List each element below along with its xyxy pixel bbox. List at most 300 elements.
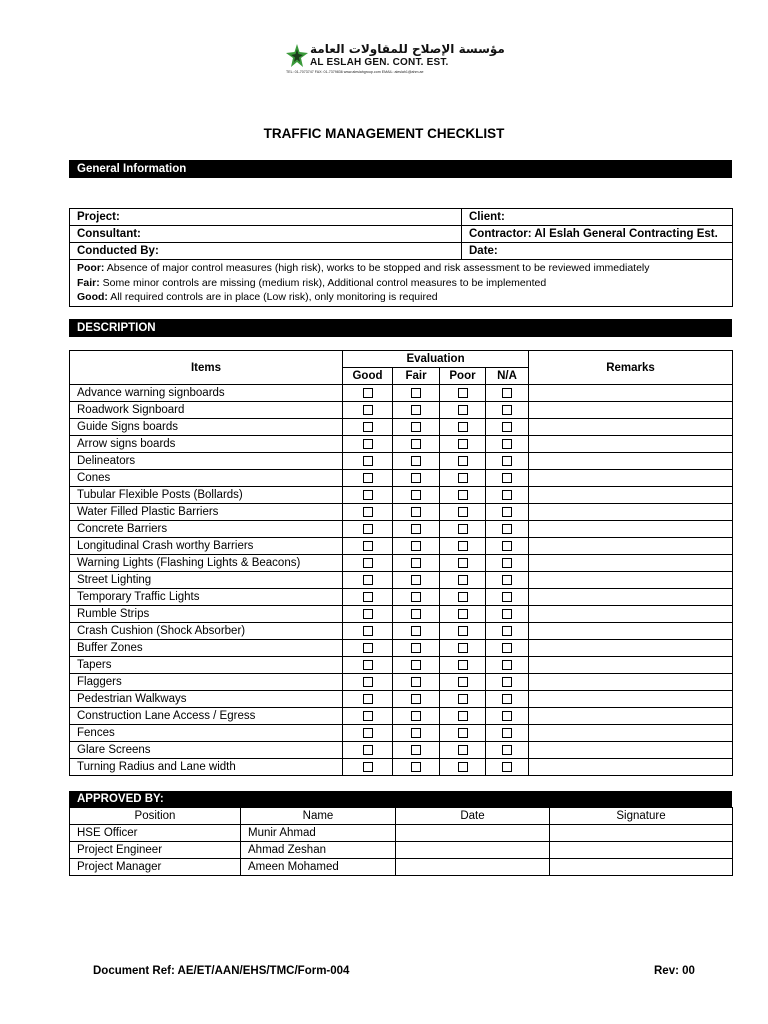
poor-column-header: Poor [440,368,486,385]
evaluation-cell-poor [440,453,486,470]
evaluation-cell-good [343,453,393,470]
evaluation-cell-poor [440,470,486,487]
checkbox-na[interactable] [502,524,512,534]
checkbox-na[interactable] [502,405,512,415]
evaluation-cell-poor [440,555,486,572]
checkbox-fair[interactable] [411,745,421,755]
checkbox-poor[interactable] [458,728,468,738]
evaluation-cell-na [486,725,529,742]
checkbox-poor[interactable] [458,405,468,415]
evaluation-cell-good [343,419,393,436]
date-column-header: Date [396,808,550,825]
checkbox-na[interactable] [502,575,512,585]
evaluation-cell-poor [440,742,486,759]
checkbox-good[interactable] [363,541,373,551]
checklist-item-label: Concrete Barriers [70,521,343,538]
items-column-header: Items [70,351,343,385]
checklist-item-label: Arrow signs boards [70,436,343,453]
approval-position: Project Engineer [70,842,241,859]
approval-signature[interactable] [550,859,733,876]
description-header: DESCRIPTION [69,319,732,337]
evaluation-cell-poor [440,572,486,589]
checkbox-fair[interactable] [411,541,421,551]
checkbox-poor[interactable] [458,507,468,517]
remarks-cell[interactable] [529,759,733,776]
checkbox-fair[interactable] [411,422,421,432]
checkbox-na[interactable] [502,660,512,670]
evaluation-cell-na [486,453,529,470]
evaluation-cell-good [343,487,393,504]
evaluation-cell-poor [440,538,486,555]
evaluation-cell-na [486,538,529,555]
evaluation-cell-good [343,742,393,759]
checklist-row [70,521,733,538]
checkbox-na[interactable] [502,592,512,602]
checkbox-good[interactable] [363,762,373,772]
evaluation-cell-na [486,385,529,402]
checkbox-poor[interactable] [458,388,468,398]
star-leaf-logo-icon [286,44,308,68]
checkbox-good[interactable] [363,643,373,653]
evaluation-cell-good [343,521,393,538]
checkbox-na[interactable] [502,745,512,755]
checklist-row [70,742,733,759]
revision-number: Rev: 00 [654,965,695,977]
checkbox-fair[interactable] [411,728,421,738]
logo-english-name: AL ESLAH GEN. CONT. EST. [310,57,449,68]
checklist-item-label: Warning Lights (Flashing Lights & Beacons) [70,555,343,572]
evaluation-cell-na [486,742,529,759]
legend-fair: Fair: Some minor controls are missing (medium risk), Additional control measures to be implemented [77,276,547,289]
checklist-item-label: Glare Screens [70,742,343,759]
approval-date[interactable] [396,859,550,876]
checkbox-poor[interactable] [458,762,468,772]
checklist-row [70,470,733,487]
checklist-item-label: Cones [70,470,343,487]
checkbox-fair[interactable] [411,473,421,483]
evaluation-cell-na [486,504,529,521]
evaluation-cell-good [343,504,393,521]
checklist-item-label: Delineators [70,453,343,470]
evaluation-cell-poor [440,589,486,606]
evaluation-cell-poor [440,623,486,640]
evaluation-cell-good [343,538,393,555]
evaluation-cell-good [343,725,393,742]
remarks-cell[interactable] [529,521,733,538]
checklist-row [70,674,733,691]
checkbox-fair[interactable] [411,660,421,670]
evaluation-cell-fair [393,504,440,521]
legend-good: Good: All required controls are in place (Low risk), only monitoring is required [77,291,438,303]
evaluation-cell-good [343,640,393,657]
evaluation-cell-fair [393,402,440,419]
evaluation-cell-good [343,657,393,674]
evaluation-cell-fair [393,436,440,453]
checkbox-good[interactable] [363,694,373,704]
remarks-column-header: Remarks [529,351,733,385]
evaluation-cell-good [343,589,393,606]
evaluation-cell-good [343,470,393,487]
approval-position: HSE Officer [70,825,241,842]
evaluation-cell-fair [393,623,440,640]
remarks-cell[interactable] [529,453,733,470]
checklist-item-label: Tapers [70,657,343,674]
checkbox-good[interactable] [363,422,373,432]
company-logo [286,42,505,78]
checkbox-na[interactable] [502,558,512,568]
checkbox-fair[interactable] [411,507,421,517]
checkbox-fair[interactable] [411,524,421,534]
position-column-header: Position [70,808,241,825]
checkbox-good[interactable] [363,507,373,517]
checkbox-fair[interactable] [411,592,421,602]
checklist-item-label: Water Filled Plastic Barriers [70,504,343,521]
remarks-cell[interactable] [529,691,733,708]
checkbox-fair[interactable] [411,626,421,636]
page-title: TRAFFIC MANAGEMENT CHECKLIST [263,126,505,141]
evaluation-cell-good [343,555,393,572]
evaluation-cell-fair [393,725,440,742]
remarks-cell[interactable] [529,623,733,640]
checkbox-poor[interactable] [458,541,468,551]
date-label: Date: [462,243,733,260]
checkbox-good[interactable] [363,711,373,721]
checkbox-good[interactable] [363,575,373,585]
checkbox-na[interactable] [502,643,512,653]
evaluation-cell-good [343,436,393,453]
checkbox-good[interactable] [363,626,373,636]
approval-signature[interactable] [550,842,733,859]
checkbox-good[interactable] [363,405,373,415]
checkbox-fair[interactable] [411,643,421,653]
evaluation-cell-poor [440,521,486,538]
checkbox-na[interactable] [502,507,512,517]
evaluation-cell-na [486,691,529,708]
checkbox-poor[interactable] [458,575,468,585]
evaluation-cell-poor [440,759,486,776]
approval-row [70,859,733,876]
legend-poor: Poor: Absence of major control measures (high risk), works to be stopped and risk assessment to be reviewed immediately [77,262,650,274]
checklist-item-label: Guide Signs boards [70,419,343,436]
checklist-item-label: Longitudinal Crash worthy Barriers [70,538,343,555]
checkbox-poor[interactable] [458,694,468,704]
checkbox-na[interactable] [502,762,512,772]
approval-date[interactable] [396,825,550,842]
evaluation-cell-na [486,419,529,436]
evaluation-cell-poor [440,691,486,708]
approval-name: Ameen Mohamed [241,859,396,876]
checklist-row [70,691,733,708]
evaluation-cell-good [343,385,393,402]
checklist-row [70,606,733,623]
name-column-header: Name [241,808,396,825]
evaluation-cell-fair [393,606,440,623]
evaluation-cell-fair [393,572,440,589]
checkbox-good[interactable] [363,592,373,602]
approval-date[interactable] [396,842,550,859]
checkbox-poor[interactable] [458,524,468,534]
remarks-cell[interactable] [529,504,733,521]
checklist-row [70,657,733,674]
evaluation-cell-fair [393,521,440,538]
checkbox-na[interactable] [502,677,512,687]
checklist-row [70,436,733,453]
remarks-cell[interactable] [529,657,733,674]
evaluation-cell-poor [440,657,486,674]
checkbox-poor[interactable] [458,456,468,466]
checkbox-fair[interactable] [411,762,421,772]
evaluation-cell-na [486,436,529,453]
checkbox-fair[interactable] [411,558,421,568]
checkbox-na[interactable] [502,422,512,432]
approval-table [69,807,733,876]
general-info-header: General Information [69,160,732,178]
checkbox-poor[interactable] [458,592,468,602]
checkbox-fair[interactable] [411,439,421,449]
checkbox-good[interactable] [363,473,373,483]
evaluation-cell-good [343,674,393,691]
document-reference: Document Ref: AE/ET/AAN/EHS/TMC/Form-004 [93,965,350,977]
checkbox-na[interactable] [502,711,512,721]
evaluation-cell-na [486,487,529,504]
remarks-cell[interactable] [529,589,733,606]
approval-signature[interactable] [550,825,733,842]
evaluation-cell-poor [440,487,486,504]
evaluation-cell-na [486,402,529,419]
remarks-cell[interactable] [529,419,733,436]
evaluation-cell-na [486,674,529,691]
evaluation-column-header: Evaluation [343,351,529,368]
evaluation-cell-fair [393,640,440,657]
checklist-row [70,555,733,572]
checkbox-poor[interactable] [458,660,468,670]
checkbox-good[interactable] [363,524,373,534]
remarks-cell[interactable] [529,640,733,657]
checkbox-fair[interactable] [411,456,421,466]
evaluation-cell-poor [440,708,486,725]
evaluation-cell-poor [440,436,486,453]
remarks-cell[interactable] [529,708,733,725]
checkbox-fair[interactable] [411,405,421,415]
checklist-row [70,538,733,555]
checkbox-fair[interactable] [411,694,421,704]
checklist-item-label: Pedestrian Walkways [70,691,343,708]
checklist-row [70,759,733,776]
fair-column-header: Fair [393,368,440,385]
evaluation-cell-good [343,623,393,640]
checkbox-poor[interactable] [458,677,468,687]
checkbox-good[interactable] [363,490,373,500]
evaluation-cell-na [486,606,529,623]
checklist-row [70,572,733,589]
checkbox-poor[interactable] [458,439,468,449]
checkbox-good[interactable] [363,558,373,568]
checklist-item-label: Tubular Flexible Posts (Bollards) [70,487,343,504]
signature-column-header: Signature [550,808,733,825]
checkbox-fair[interactable] [411,490,421,500]
evaluation-cell-na [486,521,529,538]
evaluation-cell-fair [393,589,440,606]
checklist-item-label: Buffer Zones [70,640,343,657]
evaluation-cell-na [486,470,529,487]
checkbox-na[interactable] [502,439,512,449]
checkbox-na[interactable] [502,541,512,551]
checkbox-good[interactable] [363,660,373,670]
evaluation-cell-poor [440,725,486,742]
checklist-row [70,640,733,657]
evaluation-cell-fair [393,657,440,674]
checklist-table [69,350,733,776]
checkbox-fair[interactable] [411,711,421,721]
evaluation-cell-fair [393,385,440,402]
remarks-cell[interactable] [529,538,733,555]
checkbox-poor[interactable] [458,422,468,432]
rating-legend [70,260,733,307]
checklist-row [70,487,733,504]
evaluation-cell-good [343,572,393,589]
checklist-item-label: Street Lighting [70,572,343,589]
logo-contact: TEL: 01-7073747 FAX: 01-7379836 www.aleslahgroup.com EMAIL: aleslah1@ahm.ae [286,70,424,74]
evaluation-cell-na [486,759,529,776]
checkbox-poor[interactable] [458,745,468,755]
evaluation-cell-good [343,606,393,623]
checkbox-na[interactable] [502,388,512,398]
checkbox-na[interactable] [502,728,512,738]
checkbox-poor[interactable] [458,643,468,653]
approved-by-header: APPROVED BY: [69,791,732,808]
remarks-cell[interactable] [529,470,733,487]
checklist-row [70,623,733,640]
checkbox-na[interactable] [502,694,512,704]
checklist-row [70,419,733,436]
checkbox-fair[interactable] [411,575,421,585]
evaluation-cell-poor [440,385,486,402]
checkbox-na[interactable] [502,609,512,619]
checklist-item-label: Flaggers [70,674,343,691]
checkbox-fair[interactable] [411,388,421,398]
conducted-by-label: Conducted By: [70,243,462,260]
checkbox-fair[interactable] [411,677,421,687]
evaluation-cell-fair [393,419,440,436]
remarks-cell[interactable] [529,385,733,402]
remarks-cell[interactable] [529,674,733,691]
evaluation-cell-fair [393,674,440,691]
checkbox-poor[interactable] [458,490,468,500]
checkbox-good[interactable] [363,609,373,619]
checkbox-poor[interactable] [458,473,468,483]
evaluation-cell-na [486,657,529,674]
remarks-cell[interactable] [529,725,733,742]
approval-row [70,825,733,842]
evaluation-cell-poor [440,606,486,623]
checklist-item-label: Construction Lane Access / Egress [70,708,343,725]
remarks-cell[interactable] [529,572,733,589]
evaluation-cell-poor [440,640,486,657]
checklist-item-label: Roadwork Signboard [70,402,343,419]
evaluation-cell-fair [393,691,440,708]
checkbox-good[interactable] [363,439,373,449]
checklist-item-label: Turning Radius and Lane width [70,759,343,776]
evaluation-cell-poor [440,402,486,419]
evaluation-cell-fair [393,470,440,487]
evaluation-cell-poor [440,504,486,521]
approval-name: Ahmad Zeshan [241,842,396,859]
checklist-item-label: Fences [70,725,343,742]
evaluation-cell-na [486,572,529,589]
evaluation-cell-fair [393,453,440,470]
checklist-item-label: Advance warning signboards [70,385,343,402]
general-info-table [69,208,733,307]
checklist-row [70,589,733,606]
checklist-item-label: Rumble Strips [70,606,343,623]
evaluation-cell-good [343,759,393,776]
evaluation-cell-na [486,640,529,657]
checklist-row [70,708,733,725]
evaluation-cell-fair [393,487,440,504]
evaluation-cell-fair [393,759,440,776]
checkbox-good[interactable] [363,388,373,398]
checkbox-na[interactable] [502,456,512,466]
remarks-cell[interactable] [529,487,733,504]
checklist-row [70,402,733,419]
na-column-header: N/A [486,368,529,385]
checklist-row [70,725,733,742]
checkbox-poor[interactable] [458,609,468,619]
approval-position: Project Manager [70,859,241,876]
remarks-cell[interactable] [529,742,733,759]
checklist-item-label: Temporary Traffic Lights [70,589,343,606]
checkbox-poor[interactable] [458,558,468,568]
checklist-item-label: Crash Cushion (Shock Absorber) [70,623,343,640]
checkbox-good[interactable] [363,728,373,738]
approval-row [70,842,733,859]
consultant-label: Consultant: [70,226,462,243]
project-label: Project: [70,209,462,226]
evaluation-cell-fair [393,538,440,555]
checkbox-good[interactable] [363,456,373,466]
evaluation-cell-good [343,708,393,725]
approval-name: Munir Ahmad [241,825,396,842]
checkbox-na[interactable] [502,626,512,636]
remarks-cell[interactable] [529,436,733,453]
contractor-label: Contractor: Al Eslah General Contracting Est. [462,226,733,243]
checkbox-poor[interactable] [458,711,468,721]
client-label: Client: [462,209,733,226]
checkbox-fair[interactable] [411,609,421,619]
checkbox-poor[interactable] [458,626,468,636]
checkbox-good[interactable] [363,677,373,687]
evaluation-cell-poor [440,419,486,436]
evaluation-cell-fair [393,742,440,759]
evaluation-cell-na [486,623,529,640]
checklist-row [70,453,733,470]
checkbox-good[interactable] [363,745,373,755]
evaluation-cell-na [486,589,529,606]
remarks-cell[interactable] [529,606,733,623]
evaluation-cell-na [486,708,529,725]
evaluation-cell-good [343,402,393,419]
checkbox-na[interactable] [502,490,512,500]
remarks-cell[interactable] [529,555,733,572]
logo-arabic-name: مؤسسة الإصلاح للمقاولات العامة [310,42,505,56]
remarks-cell[interactable] [529,402,733,419]
evaluation-cell-fair [393,555,440,572]
good-column-header: Good [343,368,393,385]
checklist-row [70,385,733,402]
evaluation-cell-good [343,691,393,708]
checkbox-na[interactable] [502,473,512,483]
evaluation-cell-poor [440,674,486,691]
